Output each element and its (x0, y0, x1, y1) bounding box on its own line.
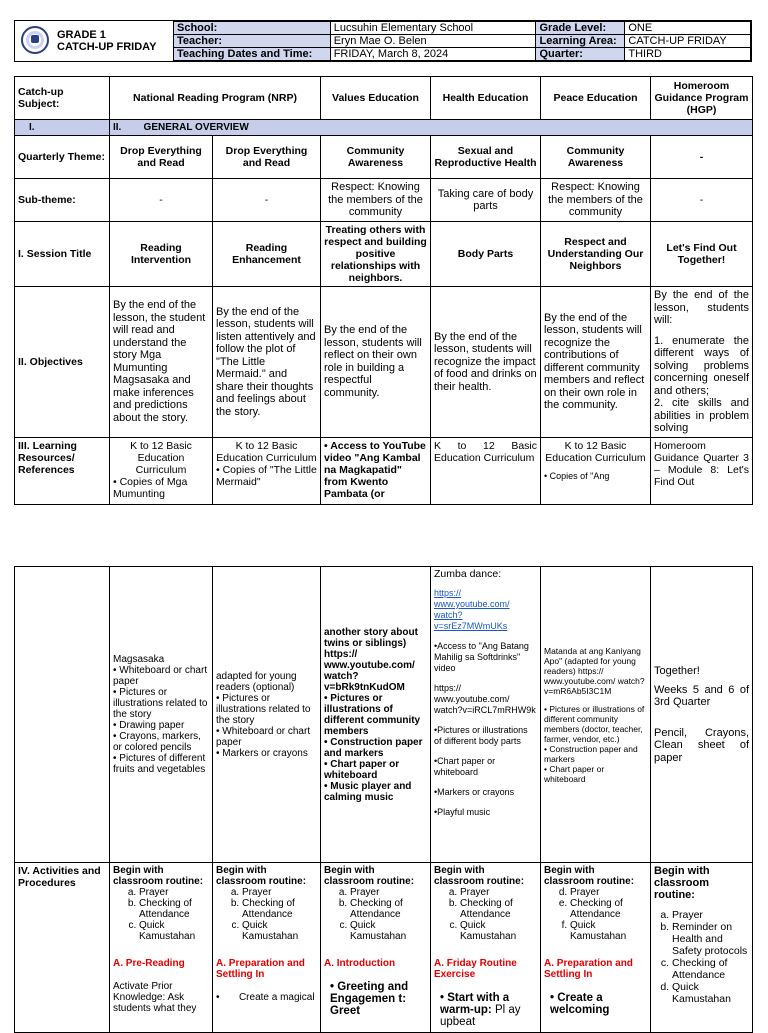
routine-item: a. Prayer (460, 887, 537, 898)
resources-cell (651, 567, 753, 863)
lesson-plan-table-1 (14, 76, 753, 505)
activity-cell (431, 863, 541, 1033)
resource-text: • Pictures or illustrations of different community members (324, 692, 421, 737)
subtheme-cell: Taking care of body parts (431, 179, 541, 222)
objective-cell: By the end of the lesson, students will listen attentively and follow the plot of "The Little Mermaid." and share their thoughts and feelings about the story. (213, 287, 321, 438)
routine-item: f. Quick Kamustahan (570, 920, 647, 942)
activity-heading: A. Friday Routine Exercise (434, 958, 517, 980)
activity-cell (110, 863, 213, 1033)
subtheme-cell: - (110, 179, 213, 222)
routine-item: a. Prayer (350, 887, 427, 898)
resource-text: • Crayons, markers, or colored pencils (113, 731, 201, 753)
resource-text: • Whiteboard or chart paper (113, 665, 208, 687)
resources-cell (431, 567, 541, 863)
resource-text: Together! (654, 665, 700, 677)
activity-text (434, 992, 537, 1028)
school-value: Lucsuhin Elementary School (330, 22, 536, 35)
resource-text: K to 12 Basic Education Curriculum (216, 439, 317, 464)
hgp-objective-1: 1. enumerate the different ways of solving problems concerning oneself and others; (654, 334, 749, 397)
resource-text: K to 12 Basic Education Curriculum (545, 439, 646, 464)
theme-row (15, 136, 753, 179)
routine-item: d. Prayer (570, 887, 647, 898)
col-peace: Peace Education (541, 77, 651, 120)
routine-item: e. Checking of Attendance (570, 898, 647, 920)
school-label: School: (174, 22, 331, 35)
dates-label: Teaching Dates and Time: (174, 48, 331, 61)
school-brand (15, 21, 174, 61)
resource-text: • Drawing paper (113, 720, 185, 731)
routine-item: c. Checking of Attendance (672, 957, 749, 981)
resource-text: • Construction paper and markers (324, 736, 423, 759)
resource-text: •Markers or crayons (434, 787, 515, 797)
routine-item: c. Quick Kamustahan (460, 920, 537, 942)
resource-text: •Access to "Ang Batang Mahilig sa Softdrinks" video (434, 641, 529, 673)
col-hgp: Homeroom Guidance Program (HGP) (651, 77, 753, 120)
resource-text: another story about twins or siblings) https:// www.youtube.com/ watch? v=bRk9tnKudOM (324, 626, 418, 693)
subtheme-label: Sub-theme: (15, 179, 110, 222)
resources-cell (213, 567, 321, 863)
activity-heading: A. Preparation and Settling In (216, 958, 305, 980)
objectives-label: II. Objectives (15, 287, 110, 438)
activity-text: • Create a welcoming (550, 992, 610, 1016)
hgp-objective-2: 2. cite skills and abilities in problem solving (654, 397, 749, 434)
zumba-link[interactable]: https:// www.youtube.com/ watch? v=srEz7MWmUKs (434, 588, 510, 631)
activity-text: • Greeting and Engagemen t: Greet (330, 981, 409, 1017)
resource-text: adapted for young readers (optional) (216, 670, 297, 693)
resources-cell (213, 437, 321, 504)
session-row (15, 222, 753, 287)
objective-cell: By the end of the lesson, students will recognize the impact of food and drinks on their health. (431, 287, 541, 438)
resource-text: • Pictures or illustrations of different community members (doctor, teacher, farmer, vendor, etc.) (544, 703, 645, 744)
resource-text: https:// www.youtube.com/ watch?v=iRCL7mRHW9k (434, 683, 536, 715)
resource-text: Magsasaka (113, 654, 165, 665)
grade-program (57, 29, 156, 53)
resources-cell: Homeroom Guidance Quarter 3 – Module 8: Let's Find Out (651, 437, 753, 504)
session-label: I. Session Title (15, 222, 110, 287)
deped-seal-icon (21, 26, 49, 54)
resources-cell (541, 437, 651, 504)
routine-heading: Begin with classroom routine: (113, 865, 204, 887)
session-cell: Let's Find Out Together! (651, 222, 753, 287)
resources-cell (110, 567, 213, 863)
objective-cell: By the end of the lesson, students will reflect on their own role in building a respectful community. (321, 287, 431, 438)
resources-cell (110, 437, 213, 504)
routine-item: b. Checking of Attendance (242, 898, 317, 920)
resources-cell: K to 12 Basic Education Curriculum (431, 437, 541, 504)
header-row (174, 48, 751, 61)
routine-heading: Begin with classroom routine: (216, 865, 307, 887)
subtheme-cell: Respect: Knowing the members of the community (321, 179, 431, 222)
resource-text: • Pictures of different fruits and vegetables (113, 753, 206, 775)
teacher-label: Teacher: (174, 35, 331, 48)
subject-label: Catch-up Subject: (15, 77, 110, 120)
overview-row (15, 120, 753, 136)
hgp-objective-intro: By the end of the lesson, students will: (654, 289, 749, 326)
subtheme-cell: - (213, 179, 321, 222)
grade-level-value: ONE (625, 22, 751, 35)
routine-item: c. Quick Kamustahan (242, 920, 317, 942)
resource-text: • Copies of "Ang (544, 470, 610, 481)
objective-cell-hgp (651, 287, 753, 438)
objectives-row (15, 287, 753, 438)
routine-item: c. Quick Kamustahan (350, 920, 427, 942)
resource-text: • Markers or crayons (216, 747, 308, 759)
session-cell: Reading Enhancement (213, 222, 321, 287)
activities-label: IV. Activities and Procedures (15, 863, 110, 1033)
resource-text: •Chart paper or whiteboard (434, 756, 496, 777)
session-cell: Treating others with respect and building positive relationships with neighbors. (321, 222, 431, 287)
program-label: CATCH-UP FRIDAY (57, 41, 157, 53)
resource-text: • Copies of Mga Mumunting (113, 475, 188, 500)
routine-item: a. Prayer (672, 909, 749, 921)
header-row (174, 22, 751, 35)
theme-cell: Community Awareness (541, 136, 651, 179)
resource-text: Zumba dance: (434, 568, 502, 580)
resource-text: Weeks 5 and 6 of 3rd Quarter (654, 683, 749, 708)
theme-cell: Drop Everything and Read (213, 136, 321, 179)
routine-item: a. Prayer (139, 887, 209, 898)
header-box (14, 20, 752, 62)
activity-cell (213, 863, 321, 1033)
activity-heading: A. Introduction (324, 958, 396, 969)
routine-heading: Begin with classroom routine: (434, 865, 525, 887)
dates-value: FRIDAY, March 8, 2024 (330, 48, 536, 61)
resource-text: • Pictures or illustrations related to the story (216, 692, 311, 726)
activity-text-rest: Pl ay upbeat (440, 1004, 521, 1028)
routine-heading: Begin with classroom routine: (544, 865, 635, 887)
routine-item: b. Checking of Attendance (139, 898, 209, 920)
resource-text: •Pictures or illustrations of different body parts (434, 725, 528, 746)
routine-item: a. Prayer (242, 887, 317, 898)
teacher-value: Eryn Mae O. Belen (330, 35, 536, 48)
routine-item: b. Reminder on Health and Safety protocols (672, 921, 749, 957)
theme-label: Quarterly Theme: (15, 136, 110, 179)
resource-text: K to 12 Basic Education Curriculum (130, 439, 192, 476)
col-nrp: National Reading Program (NRP) (110, 77, 321, 120)
resources-row (15, 437, 753, 504)
activities-row (15, 863, 753, 1033)
header-row (174, 35, 751, 48)
resources-cell: • Access to YouTube video "Ang Kambal na Magkapatid" from Kwento Pambata (or (321, 437, 431, 504)
resources-cell (541, 567, 651, 863)
resource-text: • Pictures or illustrations related to the story (113, 687, 208, 720)
theme-cell: Sexual and Reproductive Health (431, 136, 541, 179)
grade-level-label: Grade Level: (536, 22, 625, 35)
routine-item: d. Quick Kamustahan (672, 981, 749, 1005)
resources-continued-row (15, 567, 753, 863)
activity-heading: A. Pre-Reading (113, 958, 185, 969)
subtheme-cell: - (651, 179, 753, 222)
col-health: Health Education (431, 77, 541, 120)
empty-label-cell (15, 567, 110, 863)
routine-item: b. Checking of Attendance (460, 898, 537, 920)
theme-cell: Community Awareness (321, 136, 431, 179)
quarter-label: Quarter: (536, 48, 625, 61)
resources-cell (321, 567, 431, 863)
session-cell: Reading Intervention (110, 222, 213, 287)
objective-cell: By the end of the lesson, students will recognize the contributions of different community members and reflect on their own role in the community. (541, 287, 651, 438)
resource-text: • Music player and calming music (324, 780, 412, 803)
objective-cell: By the end of the lesson, the student will read and understand the story Mga Mumunting Magsasaka and make inferences and predictions about the story. (110, 287, 213, 438)
overview-num: I. (15, 120, 110, 136)
activity-heading: A. Preparation and Settling In (544, 958, 633, 980)
session-cell: Body Parts (431, 222, 541, 287)
resource-text: • Copies of "The Little Mermaid" (216, 463, 317, 488)
resources-label: III. Learning Resources/ References (15, 437, 110, 504)
theme-cell: - (651, 136, 753, 179)
subject-row (15, 77, 753, 120)
learning-area-value: CATCH-UP FRIDAY (625, 35, 751, 48)
lesson-plan-table-2 (14, 566, 753, 1033)
resource-text: • Whiteboard or chart paper (216, 725, 311, 748)
activity-text: Activate Prior Knowledge: Ask students what they (113, 981, 197, 1014)
resource-text: • Construction paper and markers (544, 743, 638, 764)
learning-area-label: Learning Area: (536, 35, 625, 48)
quarter-value: THIRD (625, 48, 751, 61)
grade-label: GRADE 1 (57, 29, 106, 41)
activity-text-bold: • Start with a warm-up: (440, 992, 510, 1016)
resource-text: • Chart paper or whiteboard (324, 758, 400, 781)
activity-text: • Create a magical (216, 992, 315, 1003)
theme-cell: Drop Everything and Read (110, 136, 213, 179)
activity-cell (541, 863, 651, 1033)
routine-heading: Begin with classroom routine: (654, 865, 710, 901)
routine-item: b. Checking of Attendance (350, 898, 427, 920)
activity-cell (321, 863, 431, 1033)
subtheme-row (15, 179, 753, 222)
resource-text: • Chart paper or whiteboard (544, 763, 605, 784)
resource-text: Matanda at ang Kaniyang Apo" (adapted for young readers) https:// www.youtube.com/ watch? v=mR6Ab5I3C1M (544, 645, 645, 696)
subtheme-cell: Respect: Knowing the members of the community (541, 179, 651, 222)
activity-cell (651, 863, 753, 1033)
header-info-table (173, 21, 751, 61)
resource-text: •Playful music (434, 807, 491, 817)
routine-item: c. Quick Kamustahan (139, 920, 209, 942)
col-values: Values Education (321, 77, 431, 120)
overview-title: II. GENERAL OVERVIEW (110, 120, 753, 136)
routine-heading: Begin with classroom routine: (324, 865, 415, 887)
session-cell: Respect and Understanding Our Neighbors (541, 222, 651, 287)
resource-text: Pencil, Crayons, Clean sheet of paper (654, 726, 749, 764)
